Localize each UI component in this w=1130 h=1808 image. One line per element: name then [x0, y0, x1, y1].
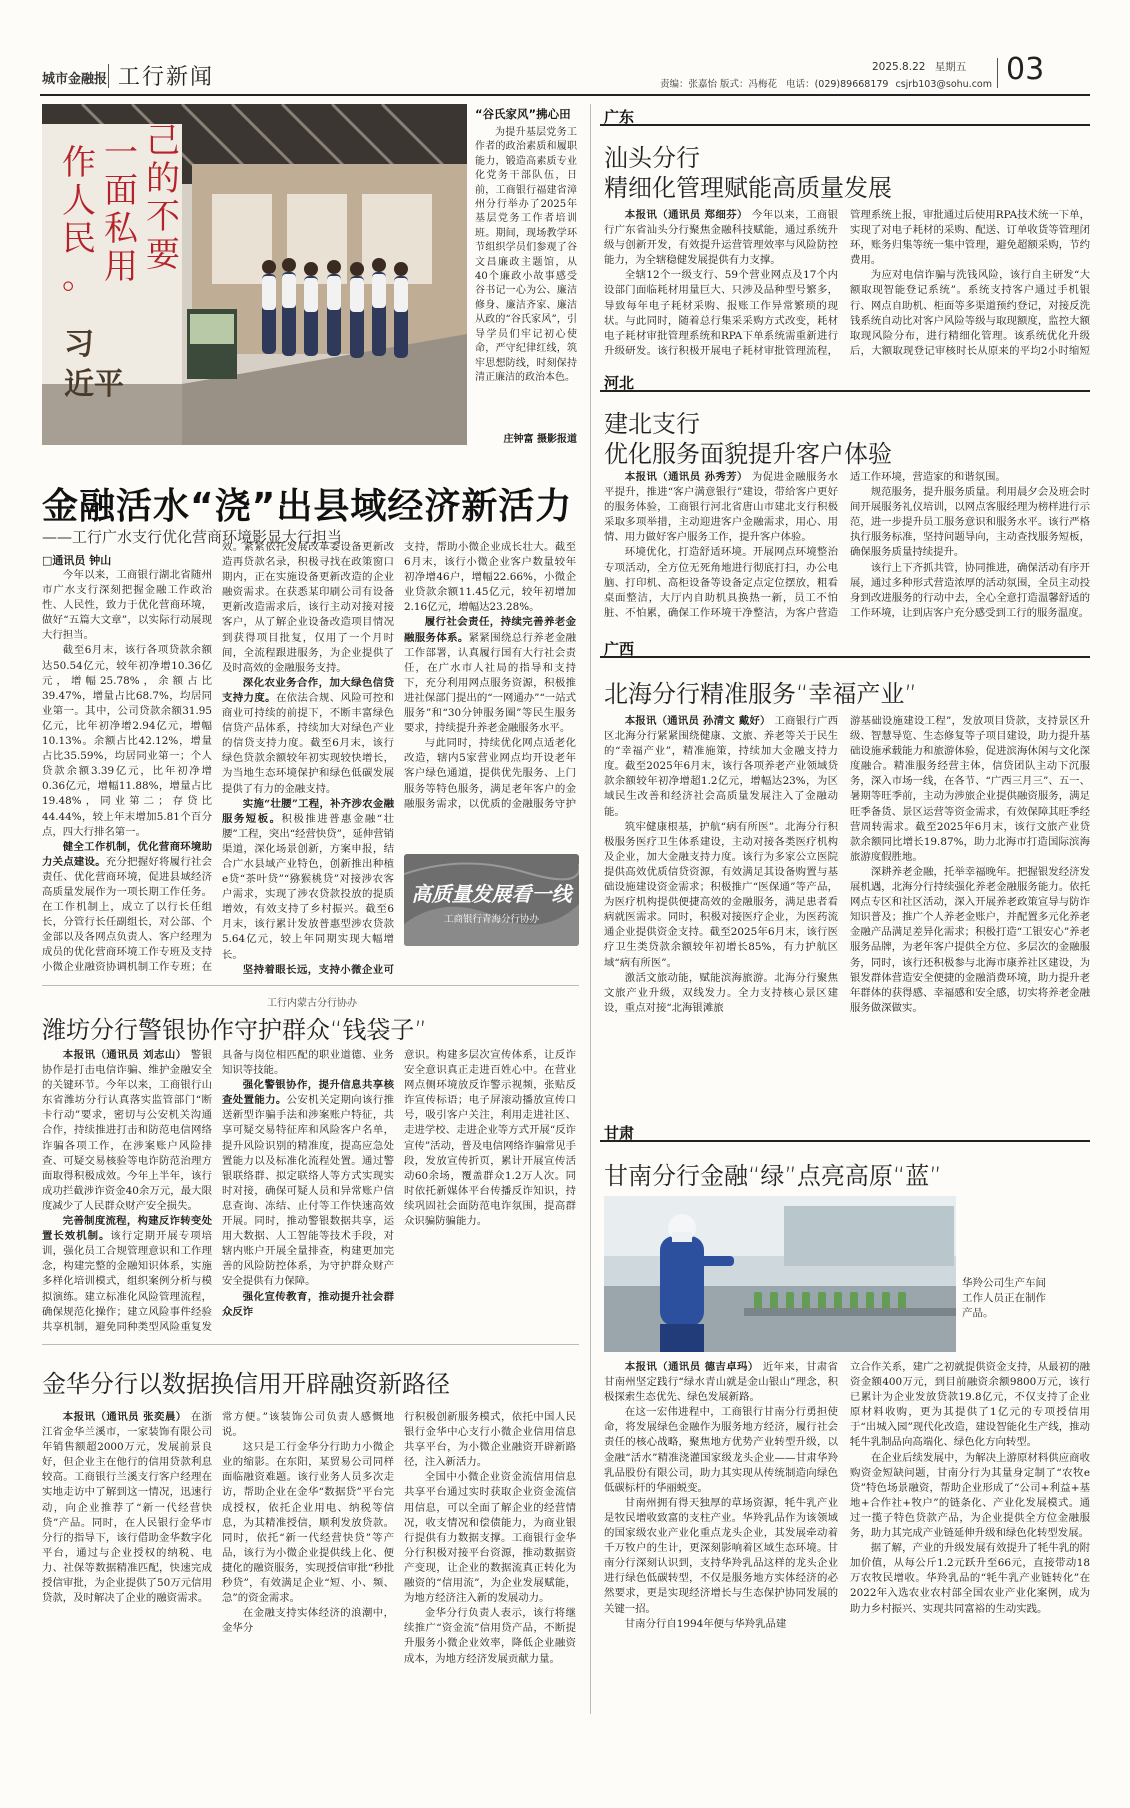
main-headline: 金融活水“浇”出县域经济新活力	[42, 486, 573, 527]
gannan-col-1	[604, 1360, 838, 1710]
paragraph	[850, 1451, 1090, 1542]
gannan-region-bar	[600, 1120, 1090, 1142]
paragraph	[850, 561, 1090, 620]
paragraph	[850, 1360, 1090, 1451]
byline: 本报讯（通讯员 刘志山）	[62, 1049, 191, 1061]
paragraph-text: 金华分行负责人表示，该行将继续推广“资金流”信用贷产品，不断提升服务小微企业效率，降低企业融资成本，为地方经济发展贡献力量。	[404, 1607, 576, 1665]
photo-caption-text: 为提升基层党务工作者的政治素质和履职能力，锻造高素质专业化党务干部队伍，日前，工商银行福建省漳州分行举办了2025年基层党务工作者培训班。期间，现场教学环节组织学员们参观了谷文昌廉政主题馆，从40个廉政小故事感受谷书记一心为公、廉洁修身、廉洁齐家、廉洁从政的“谷氏家风”，引导学员们牢记初心使命，严守纪律红线，筑牢思想防线，时刻保持清正廉洁的政治本色。	[475, 127, 577, 383]
paragraph-text: 在浙江省金华兰溪市，一家装饰有限公司年销售额超2000万元，发展前景良好，但企业主在他行的信用贷款利息较高。工商银行兰溪支行客户经理在实地走访中了解到这一情况，迅速行动，向企业推荐了“新一代经营快贷”产品。同时，在人民银行金华市分行的指导下，该行借助金华数字化平台，通过与企业授权的纳税、电力、社保等数据精准匹配，快速完成授信审批，为企业提供了50万元信用贷款，及时解决了企业的融资需求。	[42, 1411, 212, 1605]
paragraph	[604, 1360, 838, 1405]
subhead: 实施“壮腰”工程，补齐涉农金融服务短板。	[222, 797, 394, 825]
jinhua-col-1	[42, 1410, 212, 1710]
paragraph	[604, 1617, 838, 1632]
byline: 本报讯（通讯员 郑细芬）	[624, 209, 752, 221]
paragraph-text: 在这一宏伟进程中，工商银行甘南分行勇担使命，将发展绿色金融作为服务地方经济，履行社会责任的核心战略，聚焦地方优势产业转型升级，以金融“活水”精准浇灌国家级龙头企业——甘肃华羚乳品股份有限公司，助力其实现从传统制造向绿色低碳标杆的华丽蜕变。	[604, 1406, 838, 1494]
paragraph-text: 公安机关定期向该行推送新型诈骗手法和涉案账户特征，共享可疑交易特征库和风险客户名单，提升风险识别的精准度，提高应急处置能力以及标准化流程处置。通过警银联络群、拟定联络人等方式实现实时对接，确保可疑人员和异常账户信息查询、冻结、止付等工作快速高效开展。同时，推动警银数据共享，运用大数据、人工智能等技术手段，对辖内账户开展全量排查，构建更加完善的风险防控体系，为守护群众财产安全提供有力保障。	[222, 1094, 394, 1288]
svg-text:面: 面	[104, 171, 138, 211]
weifang-kicker: 工行内蒙古分行协办	[267, 998, 357, 1009]
beihai-col-1	[604, 714, 838, 1108]
paragraph-text: 全国中小微企业资金流信用信息共享平台通过实时获取企业资金流信用信息，可以全面了解企业的经营情况，收支情况和偿债能力，为商业银行提供有力数据支撑。工商银行金华分行积极对接平台资源，推动数据资产变现，让企业的数据流真正转化为融资的“信用流”，为企业发展赋能，为地方经济注入新的发展动力。	[404, 1471, 576, 1605]
paragraph-text: 游基础设施建设工程”，发放项目贷款，支持景区升级、智慧导览、生态修复等子项目建设，助力提升基础设施承载能力和旅游体验，促进滨海休闲与文化深度融合。精准服务经营主体，信贷团队主动下沉服务，深入市场一线，在各节、“广西三月三”、五一、暑期等旺季前，主动为涉旅企业提供融资服务，满足旺季备货、景区运营等资金需求，有效保障其旺季经营周转需求。截至2025年6月末，该行文旅产业贷款余额同比增长19.87%，助力北海市打造国际滨海旅游度假胜地。	[850, 715, 1090, 863]
paragraph	[604, 1405, 838, 1496]
shantou-headline-line1: 汕头分行	[604, 144, 700, 172]
svg-text:一: 一	[104, 133, 138, 173]
section-title: 工行新闻	[118, 65, 215, 90]
editors: 责编：张嘉怡 版式：冯梅花	[660, 79, 778, 90]
beihai-headline: 北海分行精准服务“幸福产业”	[604, 680, 917, 708]
paragraph	[850, 470, 1090, 485]
svg-text:。: 。	[62, 257, 96, 297]
paragraph-text: 行积极创新服务模式，依托中国人民银行金华中心支行小微企业信用信息共享平台，为小微企业融资开辟新路径，注入新活力。	[404, 1411, 576, 1469]
jianbei-headline-line1: 建北支行	[604, 410, 700, 438]
svg-text:人: 人	[62, 181, 96, 221]
paragraph	[222, 676, 394, 797]
paragraph-text: 筑牢健康根基，护航“病有所医”。北海分行积极服务医疗卫生体系建设，主动对接各类医疗机构及企业，加大金融支持力度。该行为多家公立医院提供高效优质信贷资源，有效满足其设备购置与基础设施建设资金需求；积极推广“医保通”等产品，为医疗机构提供便捷高效的金融服务，满足患者看病就医需求。同时，积极对接医疗企业，为医药流通企业提供资金支持。截至2025年6月末，该行医疗卫生类贷款余额较年初增长85%，有力护航区域“病有所医”。	[604, 820, 838, 969]
main-col-1	[42, 568, 212, 976]
svg-text:要: 要	[146, 235, 180, 275]
jinhua-top-rule	[42, 1344, 579, 1345]
factory-photo-illustration	[604, 1196, 956, 1352]
paragraph	[222, 540, 394, 676]
paragraph-text: 今年以来，工商银行湖北省随州市广水支行深刻把握金融工作政治性、人民性，致力于优化营商环境，做好“五篇大文章”，以实际行动展现大行担当。	[42, 569, 212, 642]
paragraph-text: 具备与岗位相匹配的职业道德、业务知识等技能。	[222, 1049, 394, 1077]
subhead: 坚持着眼长远，支持小微企业可	[242, 963, 394, 976]
paragraph-text: 甘南州拥有得天独厚的草场资源，牦牛乳产业是牧民增收致富的支柱产业。华羚乳品作为该领域的国家级农业产业化重点龙头企业，其发展牵动着千万牧户的生计，更深刻影响着区域生态环境。甘南分行深刻认识到，支持华羚乳品这样的龙头企业进行绿色低碳转型，不仅是服务地方实体经济的必然要求，更是实现经济增长与生态保护协同发展的关键一招。	[604, 1496, 838, 1615]
center-column-rule	[590, 104, 591, 1714]
paragraph-text: 适工作环境，营造家的和谐氛围。	[850, 471, 1006, 483]
paragraph	[222, 1290, 394, 1320]
paragraph	[604, 820, 838, 971]
svg-text:作: 作	[62, 143, 96, 183]
shantou-region-label: 广东	[604, 108, 635, 126]
paragraph	[604, 1496, 838, 1617]
exhibition-photo	[42, 104, 467, 445]
subhead: 深化农业务合作，加大绿色信贷支持力度。	[222, 676, 394, 704]
masthead-rule	[40, 94, 1090, 96]
paragraph-text: 环境优化，打造舒适环境。开展网点环境整治专项活动，全方位无死角地进行彻底打扫，办公电脑、打印机、高柜设备等设备定点定位摆放，粗看桌面整洁，大厅内自助机具换热一新，员工不怕脏、不怕累，确保工作环境干净整洁，为客户营造	[604, 546, 838, 619]
paragraph-text: 全辖12个一级支行、59个营业网点及17个内设部门面临耗材用量巨大、只涉及品种型号繁多，导致每年电子耗材采购、报账工作异常繁琐的现状。与此同时，随着总行集采采购方式改变，耗材电子耗材审批管理系统和RPA下单系统需重新进行升级研发。该行积极开展电子耗材审批管理流程，	[604, 269, 838, 357]
factory-photo-caption: 华羚公司生产车间工作人员正在制作产品。	[962, 1277, 1046, 1319]
paragraph-text: 该行定期开展专项培训，强化员工合规管理意识和工作理念，构建完整的金融知识体系，实施多样化培训模式，组织案例分析与模拟演练。建立标准化风险管理流程，确保规范化操作；建立风险事件经验共享机制，避免同种类型风险重复发	[42, 1230, 212, 1333]
paragraph-text: 支持，帮助小微企业成长壮大。截至6月末，该行小微企业客户数量较年初净增46户，增幅22.66%，小微企业贷款余额11.45亿元，较年初增加2.16亿元，增幅达23.28%。	[404, 541, 576, 614]
paragraph-text: 截至6月末，该行各项贷款余额达50.54亿元，较年初净增10.36亿元，增幅25.78%，余额占比39.47%，增量占比68.7%，均居同业第一。其中，公司贷款余额31.95亿元，比年初净增2.94亿元，增幅10.13%。余额占比42.12%，增量占比35.59%，均居同业第一；个人贷款余额3.39亿元，比年初净增0.36亿元，增幅11.88%，增量占比19.48%，同业第二；存贷比44.44%，较上年末增加5.81个百分点，四大行排名第一。	[42, 644, 212, 838]
paragraph-text: 规范服务，提升服务质量。利用晨夕会及班会时间开展服务礼仪培训，以网点客服经理为榜样进行示范，进一步提升员工服务意识和服务水平。该行严格执行服务标准，坚持问题导向，主动查找服务短板，确保服务质量持续提升。	[850, 486, 1090, 559]
paragraph	[404, 1048, 576, 1229]
svg-text:习: 习	[64, 327, 94, 362]
jianbei-headline-line2: 优化服务面貌提升客户体验	[604, 440, 892, 468]
paragraph	[222, 1440, 394, 1606]
paragraph	[42, 1410, 212, 1606]
jianbei-col-1	[604, 470, 838, 620]
paragraph-text: 据了解，产业的升级发展有效提升了牦牛乳的附加价值，从每公斤1.2元跃升至66元，直接带动18万农牧民增收。华羚乳品的“牦牛乳产业链转化”在2022年入选农业农村部全国农业产业化案例，成为助力乡村振兴、实现共同富裕的生动实践。	[850, 1542, 1090, 1615]
svg-text:用: 用	[104, 247, 138, 287]
shantou-col-1	[604, 208, 838, 358]
paragraph-text: 该行上下齐抓共管，协同推进，确保活动有序开展，通过多种形式营造浓厚的活动氛围，全员主动投身到改进服务的行动中去，全心全意打造温馨舒适的工作环境，让到店客户充分感受到工行的服务温度。	[850, 561, 1090, 619]
byline: 本报讯（通讯员 孙清文 戴好）	[624, 715, 775, 727]
beihai-region-bar	[600, 636, 1090, 658]
paragraph-text: 近年来，甘肃省甘南州坚定践行“绿水青山就是金山银山”理念，积极探索生态优先、绿色发展新路。	[604, 1361, 838, 1404]
masthead-credits	[660, 76, 992, 90]
paragraph-text: 深耕养老金融，托举幸福晚年。把握银发经济发展机遇，北海分行持续强化养老金融服务能力。依托网点专区和社区活动，深入开展养老政策宣导与防诈知识普及；推广个人养老金账户，并配置多元化养老金融产品满足差异化需求；积极打造“工银安心”养老服务品牌，为老年客户提供全方位、多层次的金融服务，同时，该行还积极参与北海市康养社区建设，为银发群体营造安全便捷的金融消费环境，助力提升老年群体的获得感、幸福感和安全感，切实将养老金融服务做深做实。	[850, 865, 1090, 1014]
paragraph	[604, 208, 838, 268]
subhead: 履行社会责任，持续完善养老金融服务体系。	[404, 616, 576, 644]
paragraph	[42, 568, 212, 643]
page-number: 03	[1006, 52, 1045, 87]
paragraph	[404, 736, 576, 810]
paragraph	[222, 1048, 394, 1078]
svg-text:己: 己	[146, 121, 180, 161]
photo-credit: 庄钟富 摄影报道	[503, 434, 577, 445]
byline: 本报讯（通讯员 孙秀芳）	[624, 471, 752, 483]
banner-subtitle: 工商银行青海分行协办	[443, 914, 539, 925]
paragraph	[222, 797, 394, 963]
exhibition-photo-illustration	[42, 104, 467, 445]
weifang-col-1	[42, 1048, 212, 1334]
paragraph	[222, 1078, 394, 1289]
paragraph-text: 警银协作是打击电信诈骗、维护金融安全的关键环节。今年以来，工商银行山东省潍坊分行认真落实监管部门“断卡行动”要求，密切与公安机关沟通合作，持续推进打击和防范电信网络诈骗各项工作，在涉案账户风险排查、可疑交易核验等电诈防范治理方面取得积极成效。今年上半年，该行成功拦截涉诈资金40余万元，最大限度减少了人民群众财产安全损失。	[42, 1049, 212, 1212]
paragraph-text: 为应对电信诈骗与洗钱风险，该行自主研发“大额取现智能登记系统”。系统支持客户通过手机银行、网点自助机、柜面等多渠道预约登记，对接反洗钱系统自动比对客户风险等级与取现额度，监控大额取现风险分布，进行精细化管理。该系统优化升级后，大额取现登记审核时长从原来的平均2小时缩短	[850, 269, 1090, 357]
paragraph	[42, 1048, 212, 1214]
paragraph	[604, 714, 838, 820]
shantou-col-2	[850, 208, 1090, 358]
page-number-divider	[997, 58, 998, 88]
date: 2025.8.22	[872, 61, 926, 73]
paragraph	[604, 545, 838, 620]
jianbei-col-2	[850, 470, 1090, 620]
svg-text:私: 私	[104, 209, 138, 249]
main-byline: □通讯员 钟山	[42, 554, 112, 567]
jinhua-col-2	[222, 1410, 394, 1710]
paragraph	[604, 971, 838, 1016]
gannan-region-label: 甘肃	[604, 1124, 635, 1142]
paragraph-text: 在企业后续发展中，为解决上游原材料供应商收购资金短缺问题，甘南分行为其量身定制了“农牧e贷”特色场景融资，帮助企业形成了“公司+利益+基地+合作社+牧户”的链条化、产业化发展模式。通过一揽子特色贷款产品，为企业提供全方位金融服务，助力其完成产业链延伸升级和绿色化转型发展。	[850, 1451, 1090, 1540]
paragraph-text: 今年以来，工商银行广东省汕头分行聚焦金融科技赋能，通过系统升级与创新开发，有效提升运营管理效率与风险防控能力，为全辖稳健发展提供有力支撑。	[604, 209, 838, 267]
email: csjrb103@sohu.com	[895, 79, 992, 90]
jinhua-col-3	[404, 1410, 576, 1710]
subhead: 健全工作机制，优化营商环境助力关点建设。	[42, 840, 212, 868]
paragraph	[222, 1606, 394, 1636]
weifang-col-3	[404, 1048, 576, 1334]
paragraph-text: 管理系统上报，审批通过后使用RPA技术统一下单，实现了对电子耗材的采购、配送、订单收货等管理闭环，账务归集等统一集中管理，避免超额采购，节约费用。	[850, 209, 1090, 267]
shantou-region-bar	[600, 104, 1090, 126]
jianbei-region-bar	[600, 370, 1090, 392]
paragraph	[404, 540, 576, 615]
main-subheadline: ——工行广水支行优化营商环境影显大行担当	[42, 528, 343, 546]
quality-development-banner	[404, 854, 579, 946]
beihai-col-2	[850, 714, 1090, 1108]
paragraph	[850, 865, 1090, 1016]
paragraph-text: 与此同时，持续优化网点适老化改造，辖内5家营业网点均开设老年客户绿色通道，提供优先服务、上门服务等特色服务，满足老年客户的金融服务需求，以优质的金融服务守护	[404, 737, 576, 810]
paragraph	[604, 268, 838, 358]
photo-caption-box	[467, 104, 577, 445]
paragraph	[404, 615, 576, 736]
paragraph	[404, 1606, 576, 1666]
jianbei-region-label: 河北	[604, 374, 635, 392]
masthead-divider	[108, 64, 109, 88]
paragraph	[850, 1541, 1090, 1616]
paragraph-text: 意识。构建多层次宣传体系，让反诈安全意识真正走进百姓心中。在营业网点侧环境放反诈警示视频，张贴反诈宣传标语；电子屏滚动播放宣传口号，吸引客户关注，利用走进社区、走进学校、走进企业等方式开展“反诈宣传”活动，普及电信网络诈骗常见手段，发放宣传折页，累计开展宣传活动60余场，覆盖群众1.2万人次。同时依托新媒体平台传播反诈知识，持续巩固社会面防范电诈氛围，提高群众识骗防骗能力。	[404, 1049, 576, 1228]
weifang-top-rule	[42, 985, 579, 986]
paragraph	[850, 268, 1090, 358]
jinhua-headline: 金华分行以数据换信用开辟融资新路径	[42, 1370, 450, 1398]
paragraph	[42, 643, 212, 839]
main-col-2	[222, 540, 394, 976]
svg-text:近平: 近平	[64, 367, 124, 402]
paragraph	[850, 714, 1090, 865]
gannan-headline: 甘南分行金融“绿”点亮高原“蓝”	[604, 1162, 942, 1190]
paragraph	[42, 1214, 212, 1334]
paragraph	[604, 470, 838, 545]
paragraph-text: 在依法合规、风险可控和商业可持续的前提下，不断丰富绿色信贷产品体系，持续加大对绿色产业的信贷支持力度。截至6月末，该行绿色贷款余额较年初实现较快增长，为当地生态环境保护和绿色低碳发展提供了有力的金融支持。	[222, 691, 394, 795]
subhead: 完善制度流程，构建反诈转变处置长效机制。	[42, 1215, 212, 1243]
paragraph-text: 常方便。”该装饰公司负责人感慨地说。	[222, 1411, 394, 1439]
paragraph	[850, 208, 1090, 268]
beihai-region-label: 广西	[604, 640, 635, 658]
paragraph-text: 充分把握好将履行社会责任、优化营商环境，促进县域经济高质量发展作为一项长期工作任务。在工作机制上，成立了以行长任组长，分管行长任副组长，对公部、个金部以及各网点负责人、客户经理为成员的优化营商环境工作专班及支持小微企业融资协调机制工作专班；在	[42, 855, 212, 974]
phone: 电话：(029)89668179	[786, 79, 889, 90]
byline: 本报讯（通讯员 德吉卓玛）	[624, 1361, 763, 1373]
paragraph-text: 在金融支持实体经济的浪潮中，金华分	[222, 1607, 394, 1635]
paragraph	[222, 963, 394, 976]
paragraph-text: 立合作关系，建广之初就提供资金支持，从最初的融资金额400万元，到目前融资余额9800万元，该行已累计为企业发放贷款19.8亿元，不仅支持了企业原材料收购，更为其提供了1亿元的专项授信用于“出城入园”现代化改造，建设智能化生产线，推动牦牛乳制品向高端化、绿色化方向转型。	[850, 1361, 1090, 1449]
paragraph	[404, 1410, 576, 1470]
paragraph	[404, 1470, 576, 1606]
svg-text:不: 不	[146, 197, 180, 237]
gannan-col-2	[850, 1360, 1090, 1710]
masthead-date	[872, 59, 966, 74]
subhead: 强化警银协作，提升信息共享核查处置能力。	[222, 1079, 394, 1107]
paragraph-text: 积极推进普惠金融“壮腰”工程，突出“经营快贷”，延伸营销渠道，深化场景创新，方案申报，结合广水县域产业特色，创新推出种植e贷“茶叶贷”“猕猴桃贷”对接涉农客户需求，实现了涉农贷款投放的提质增效，有效支持了乡村振兴。截至6月末，该行累计发放普惠型涉农贷款5.64亿元，较上年同期实现大幅增长。	[222, 812, 394, 961]
weifang-headline: 潍坊分行警银协作守护群众“钱袋子”	[42, 1016, 427, 1044]
weifang-col-2	[222, 1048, 394, 1334]
paragraph-text: 激活文旅动能，赋能滨海旅游。北海分行聚焦文旅产业升级，双线发力。全力支持核心景区建设，重点对接“北海银滩旅	[604, 971, 838, 1014]
photo-caption-title: “谷氏家风”拂心田	[475, 107, 571, 121]
paragraph-text: 这只是工行金华分行助力小微企业的缩影。在东阳，某贸易公司同样面临融资难题。该行业务人员多次走访，帮助企业在金华“数据贷”平台完成授权，依托企业用电、纳税等信息，为其精准授信，顺利发放贷款。同时，依托“新一代经营快贷”等产品，该行为小微企业提供线上化、便捷化的融资服务，实现授信审批“秒批秒贷”，有效满足企业“短、小、频、急”的资金需求。	[222, 1441, 394, 1605]
paragraph	[850, 485, 1090, 560]
subhead: 强化宣传教育，推动提升社会群众反诈	[222, 1290, 394, 1318]
paragraph-text: 紧紧围绕总行养老金融工作部署，认真履行国有大行社会责任，在广水市人社局的指导和支持下，充分利用网点服务资源，积极推进社保部门提出的“一网通办”“一站式服务”和“30分钟服务圈”等民生服务要求，持续提升养老金融服务水平。	[404, 631, 576, 735]
banner-title: 高质量发展看一线	[411, 882, 572, 906]
paragraph-text: 甘南分行自1994年便与华羚乳品建	[624, 1617, 787, 1630]
svg-text:的: 的	[146, 159, 180, 199]
byline: 本报讯（通讯员 张奕晨）	[62, 1411, 191, 1423]
factory-photo	[604, 1196, 956, 1352]
svg-text:民: 民	[62, 219, 96, 259]
paragraph-text: 工商银行广西区北海分行紧紧围绕健康、文旅、养老等关于民生的“幸福产业”，精准施策，持续加大金融支持力度。截至2025年6月末，该行各项养老产业领域贷款余额较年初净增超1.2亿元，增幅达23%，为区域民生改善和经济社会高质量发展注入了金融动能。	[604, 715, 838, 818]
paragraph-text: 效。紧紧依托发展改革委设备更新改造再贷款名录，积极寻找在政策窗口期内，正在实施设备更新改造的企业融资需求。在获悉某印刷公司有设备更新改造需求后，该行主动对接对接客户，从了解企业设备改造项目情况到获得项目批复，仅用了一个月时间，全流程跟进服务，为企业提供了及时高效的金融服务支持。	[222, 541, 394, 674]
shantou-headline-line2: 精细化管理赋能高质量发展	[604, 174, 892, 202]
main-col-3	[404, 540, 576, 810]
paragraph	[222, 1410, 394, 1440]
weekday: 星期五	[934, 61, 967, 73]
masthead-paper-name: 城市金融报	[42, 72, 108, 87]
paragraph-text: 为促进金融服务水平提升，推进“客户满意银行”建设，带给客户更好的服务体验，工商银行河北省唐山市建北支行积极采取多项举措，主动迎进客户金融需求，用心、用情、用力做好客户服务工作，提升客户体验。	[604, 471, 838, 544]
paragraph	[42, 840, 212, 976]
